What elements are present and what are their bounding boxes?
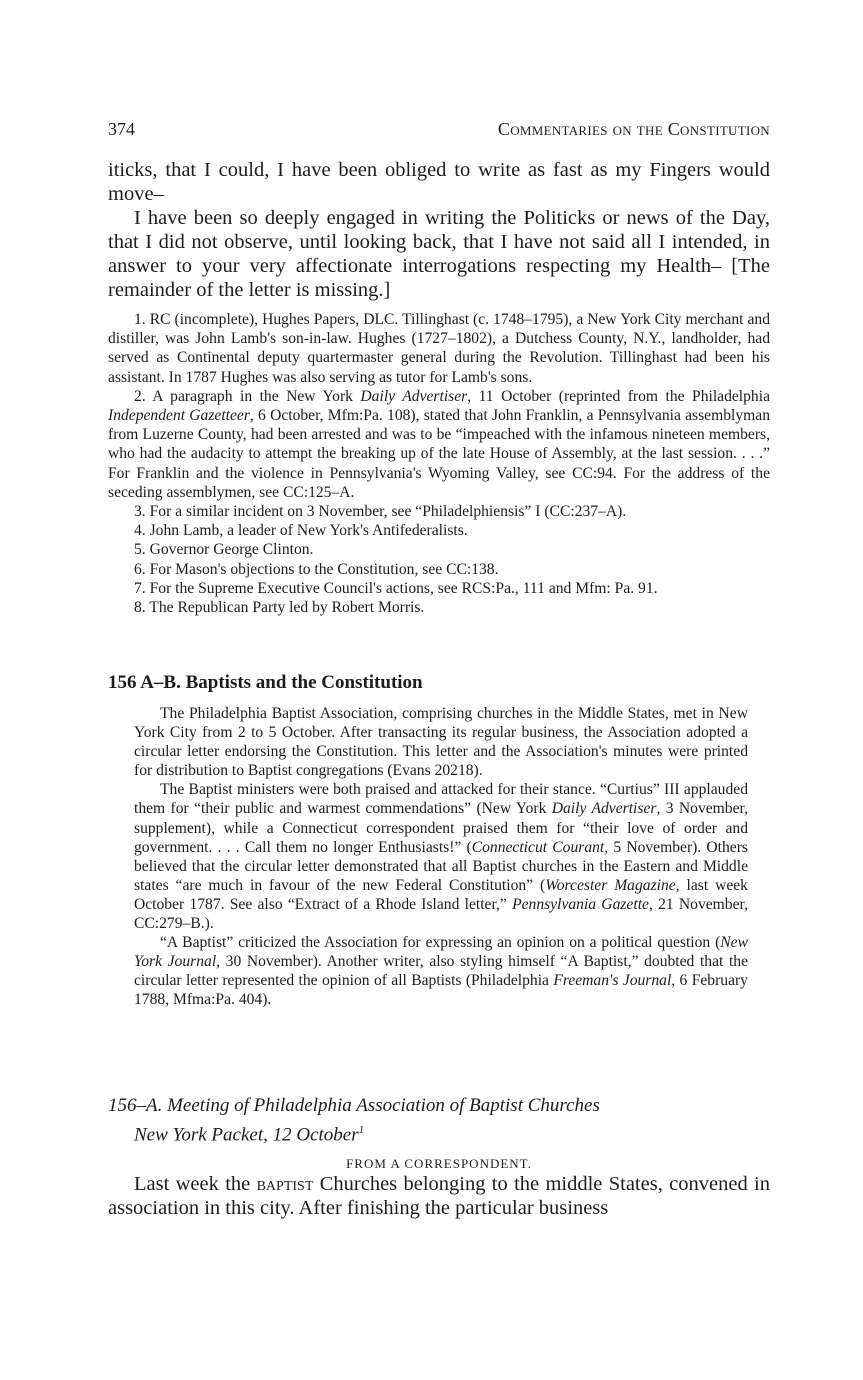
footnote-1: 1. RC (incomplete), Hughes Papers, DLC. Tillinghast (c. 1748–1795), a New York City merchant and distiller, was John Lamb's son-in-law. Hughes (1727–1802), a Dutchess County, N.Y., landholder, had served as Continental deputy quartermaster general during the Revolution. Tillinghast had been his assistant. In 1787 Hughes was also serving as tutor for Lamb's sons. — [108, 311, 770, 386]
footnote-4: 4. John Lamb, a leader of New York's Antifederalists. — [134, 522, 468, 540]
footnote-2: 2. A paragraph in the New York Daily Advertiser, 11 October (reprinted from the Philadelphia Independent Gazetteer, 6 October, Mfm:Pa. 108), stated that John Franklin, a Pennsylvania assemblyman from Luzerne County, had been arrested and was to be “impeached with the infamous nineteen members, who had the audacity to attempt the breaking up of the late House of Assembly, at the last session. . . .” For Franklin and the violence in Pennsylvania's Wyoming Valley, see CC:94. For the address of the seceding assemblymen, see CC:125–A. — [108, 387, 770, 501]
footnote-8: 8. The Republican Party led by Robert Morris. — [134, 599, 425, 617]
headnote-paragraph: “A Baptist” criticized the Association for expressing an opinion on a political question (New York Journal, 30 November). Another writer, also styling himself “A Baptist,” doubted that the circular letter represented the opinion of all Baptists (Philadelphia Freeman's Journal, 6 February 1788, Mfma:Pa. 404). — [134, 934, 748, 1009]
page-number: 374 — [108, 119, 135, 139]
footnote-6: 6. For Mason's objections to the Constitution, see CC:138. — [134, 560, 499, 578]
document-title — [108, 1094, 770, 1147]
continuation-paragraph: iticks, that I could, I have been obliged to write as fast as my Fingers would move– — [108, 159, 770, 205]
letter-continuation — [108, 158, 770, 302]
footnote-5: 5. Governor George Clinton. — [134, 541, 314, 559]
document-body: Last week the baptist Churches belonging to the middle States, convened in association in this city. After finishing the particular business — [108, 1173, 770, 1219]
running-head — [108, 119, 770, 143]
running-title: Commentaries on the Constitution — [497, 119, 770, 139]
continuation-paragraph: I have been so deeply engaged in writing the Politicks or news of the Day, that I did not observe, until looking back, that I have not said all I intended, in answer to your very affectionate interrogations respecting my Health– [The remainder of the letter is missing.] — [108, 207, 770, 301]
correspondent-heading: FROM A CORRESPONDENT. — [346, 1156, 532, 1171]
section-heading: 156 A–B. Baptists and the Constitution — [108, 672, 423, 693]
footnote-3: 3. For a similar incident on 3 November, see “Philadelphiensis” I (CC:237–A). — [134, 503, 627, 521]
document-title-line1: 156–A. Meeting of Philadelphia Association of Baptist Churches — [108, 1095, 600, 1116]
headnote-paragraph: The Philadelphia Baptist Association, comprising churches in the Middle States, met in New York City from 2 to 5 October. After transacting its regular business, the Association adopted a circular letter endorsing the Constitution. This letter and the Association's minutes were printed for distribution to Baptist congregations (Evans 20218). — [134, 705, 748, 780]
footnote-ref: 1 — [358, 1124, 365, 1136]
document-title-line2: New York Packet, 12 October$^1$ — [134, 1124, 365, 1146]
footnote-7: 7. For the Supreme Executive Council's actions, see RCS:Pa., 111 and Mfm: Pa. 91. — [134, 579, 658, 597]
headnote-paragraph: The Baptist ministers were both praised and attacked for their stance. “Curtius” III applauded them for “their public and warmest commendations” (New York Daily Advertiser, 3 November, supplement), while a Connecticut correspondent praised them for “their love of order and government. . . . Call them no longer Enthusiasts!” (Connecticut Courant, 5 November). Others believed that the circular letter demonstrated that all Baptist churches in the Eastern and Middle states “are much in favour of the new Federal Constitution” (Worcester Magazine, last week October 1787. See also “Extract of a Rhode Island letter,” Pennsylvania Gazette, 21 November, CC:279–B.). — [134, 781, 748, 933]
footnotes — [108, 310, 770, 617]
headnote — [134, 704, 748, 1010]
